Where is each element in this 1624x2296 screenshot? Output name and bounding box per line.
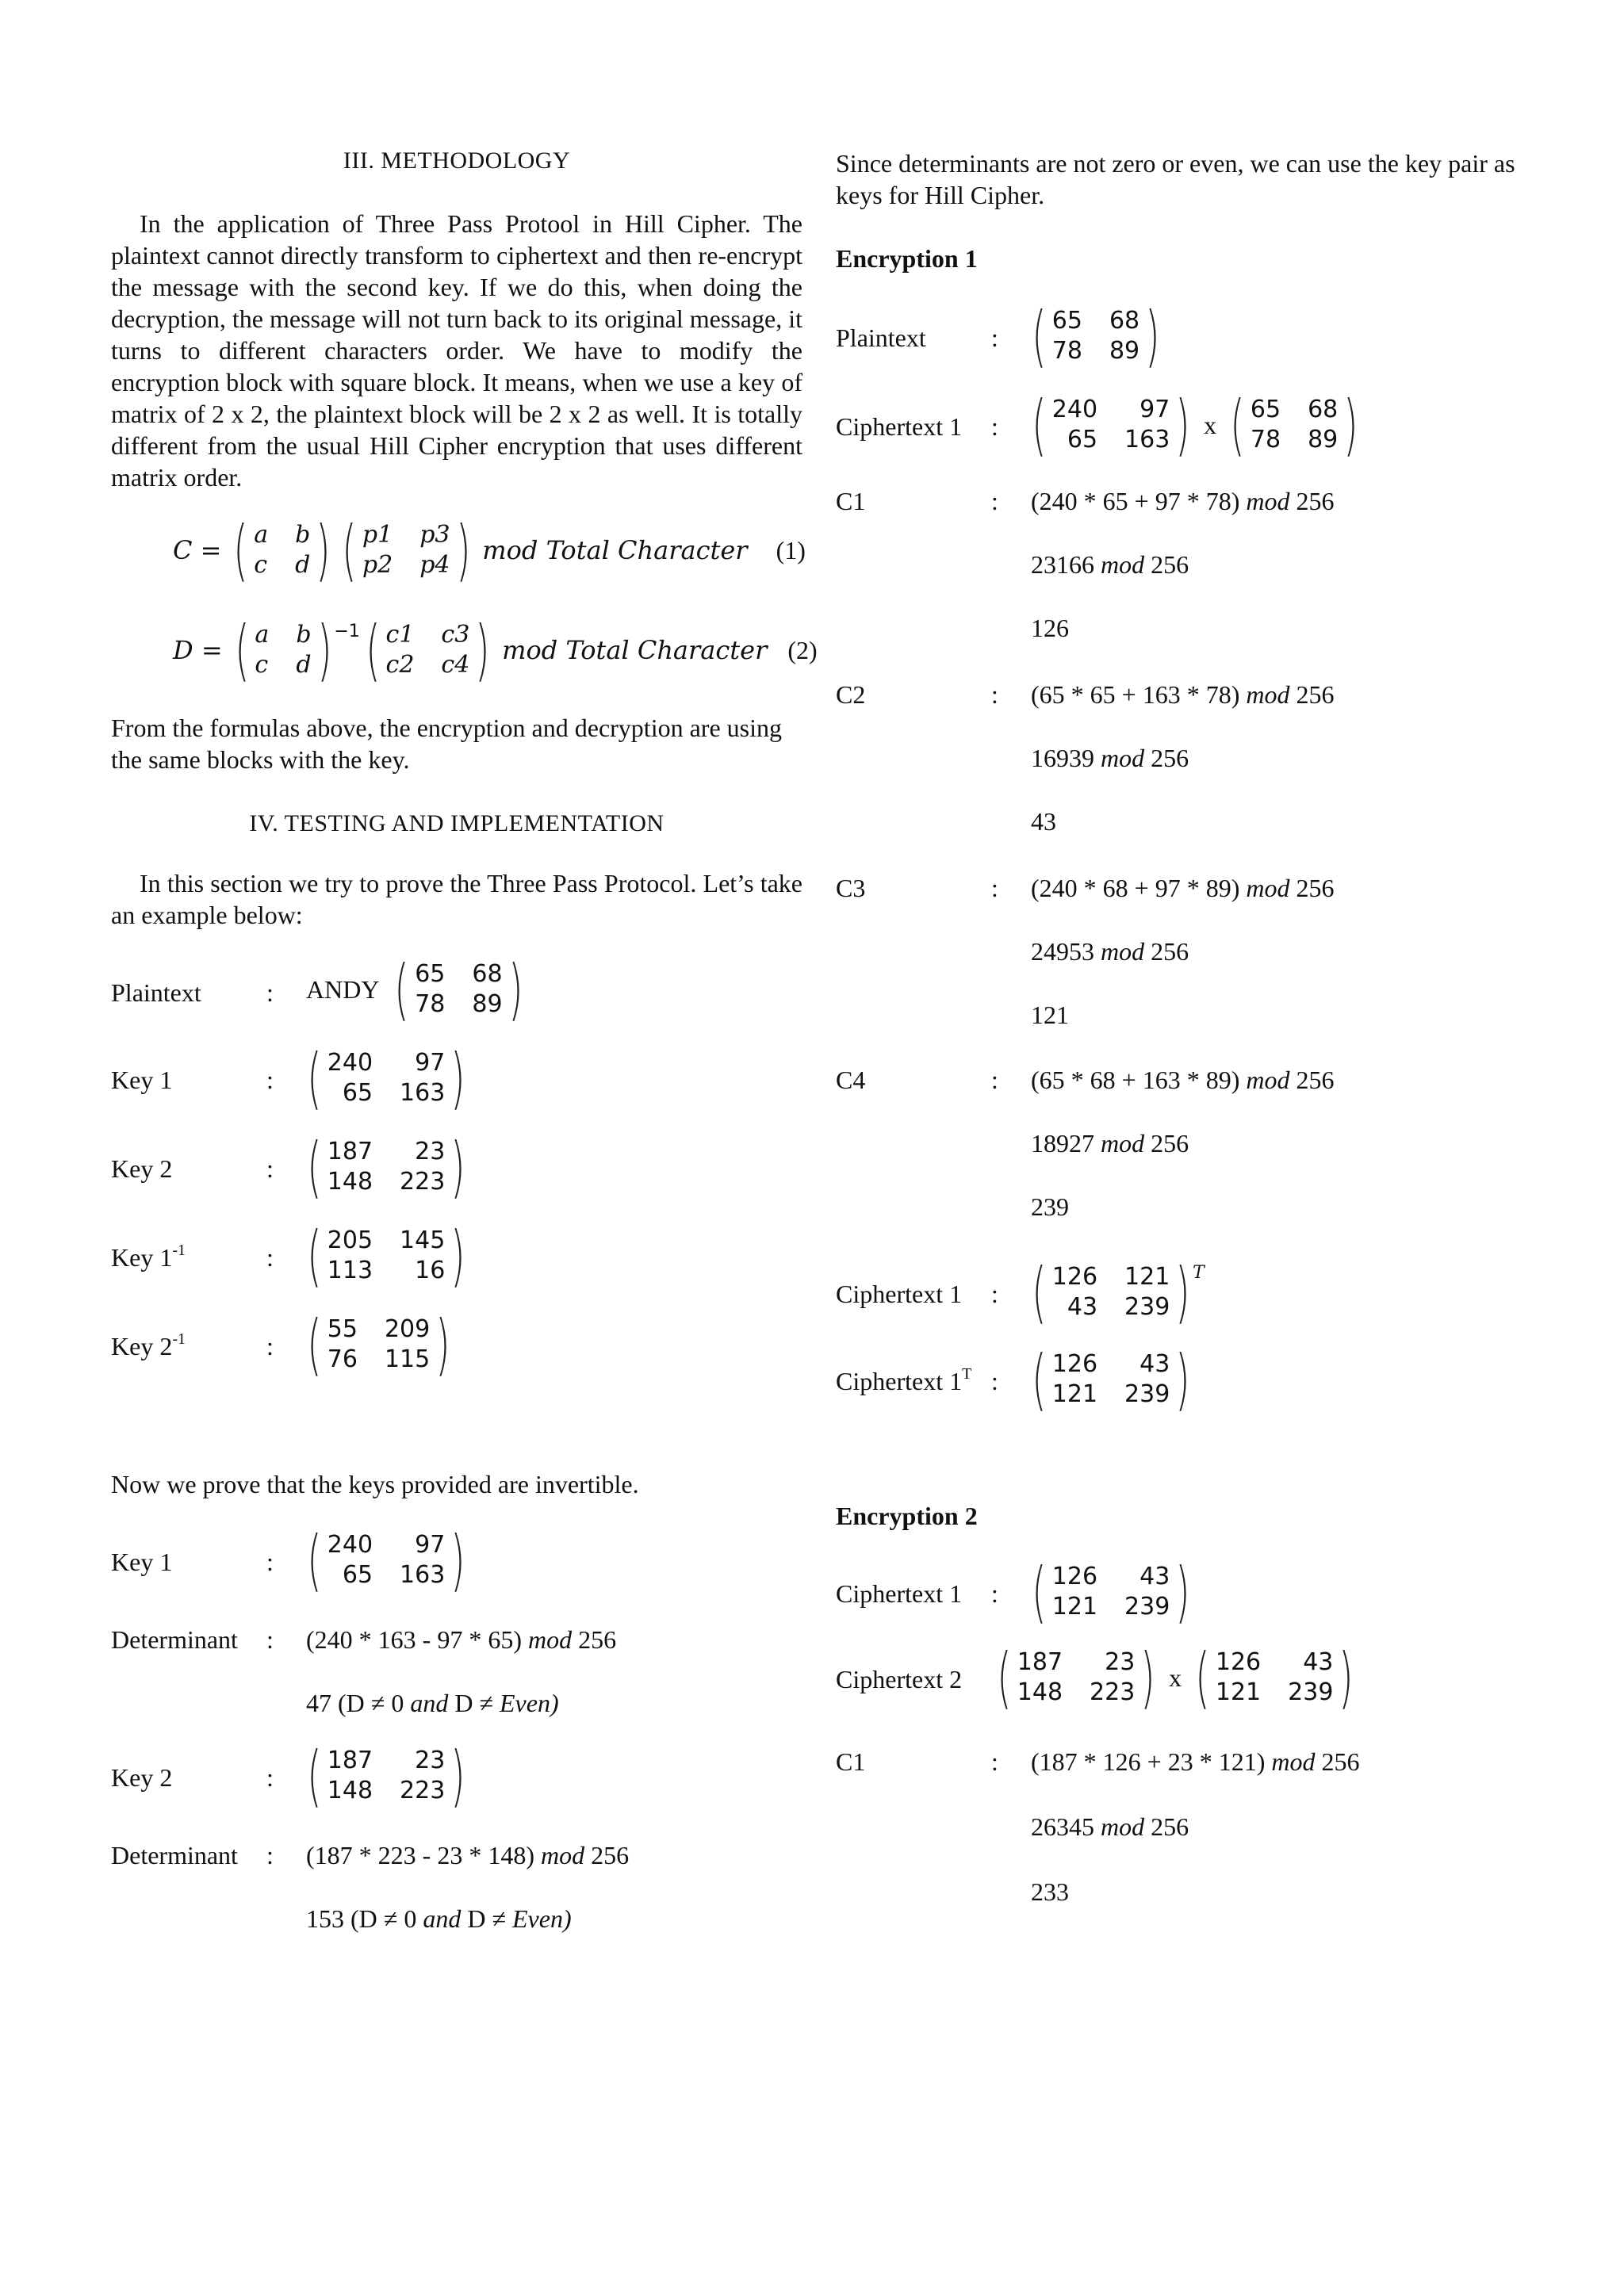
enc1-ciphertext1-product: ( 240 97 65 163 ) x ( 65 68 78 89 ) [1032,386,1358,464]
ciphertext1-result-label: Ciphertext 1 [836,1280,963,1308]
plaintext-value: ANDY ( 65 68 78 89 ) [306,956,528,1023]
enc1-c1-label: C1 [836,487,866,515]
determinant-1-expression: (240 * 163 - 97 * 65) mod 256 [306,1625,617,1654]
after-formulas-text: From the formulas above, the encryption and decryption are using the same blocks with the key. [111,714,782,774]
enc1-c3-label: C3 [836,874,866,902]
enc1-c4-label: C4 [836,1066,866,1094]
determinant-2-result: 153 (D ≠ 0 and D ≠ Even) [306,1904,572,1933]
enc1-plaintext-label: Plaintext [836,323,926,352]
enc1-c3-result: 121 [1031,1001,1069,1029]
key2-inverse-matrix: ( 55 209 76 115 ) [307,1306,450,1383]
encryption-1-heading: Encryption 1 [836,244,978,273]
plaintext-label: Plaintext [111,978,201,1007]
prove-text: Now we prove that the keys provided are invertible. [111,1470,639,1498]
enc1-plaintext-matrix: ( 65 68 78 89 ) [1032,297,1160,375]
since-text: Since determinants are not zero or even, we can use the key pair as keys for Hill Cipher. [836,149,1515,209]
enc1-c3-expression: (240 * 68 + 97 * 89) mod 256 [1031,874,1335,902]
determinant-1-result: 47 (D ≠ 0 and D ≠ Even) [306,1689,559,1717]
encryption-2-heading: Encryption 2 [836,1502,978,1530]
enc2-ciphertext2-product: ( 187 23 148 223 ) x ( 126 43 121 239 ) [997,1639,1354,1716]
key2-label-repeat: Key 2 [111,1763,173,1792]
determinant-2-expression: (187 * 223 - 23 * 148) mod 256 [306,1841,630,1869]
enc1-c2-label: C2 [836,680,866,709]
key-matrix-abcd: ( a b c d ) [233,511,331,589]
intro-paragraph: In the application of Three Pass Protool in Hill Cipher. The plaintext cannot directly transform to ciphertext and then re-encrypt the message with the second key. If we do this, when doing the decryption, the message will not turn back to its original message, it turns to different characters order. We have to modify the encryption block with square block. It means, when we use a key of matrix of 2 x 2, the plaintext block will be 2 x 2 as well. It is totally different from the usual Hill Cipher encryption that uses different matrix order. [111,209,802,492]
key1-matrix: ( 240 97 65 163 ) [307,1039,465,1117]
key2-matrix-repeat: ( 187 23 148 223 ) [307,1737,465,1815]
key1-inverse-matrix: ( 205 145 113 16 ) [307,1217,465,1295]
enc1-ciphertext1-label: Ciphertext 1 [836,412,963,441]
section-4-heading: IV. TESTING AND IMPLEMENTATION [249,810,665,836]
ciphertext-block-matrix: ( c1 c3 c2 c4 ) [366,611,490,689]
enc1-c4-expression: (65 * 68 + 163 * 89) mod 256 [1031,1066,1335,1094]
enc2-ciphertext2-label: Ciphertext 2 [836,1665,963,1693]
enc1-c1-expression: (240 * 65 + 97 * 78) mod 256 [1031,487,1335,515]
enc1-c1-step: 23166 mod 256 [1031,550,1189,579]
key1-matrix-repeat: ( 240 97 65 163 ) [307,1521,465,1599]
enc1-c4-step: 18927 mod 256 [1031,1129,1189,1158]
enc2-c1-label: C1 [836,1747,866,1776]
enc2-ciphertext1-label: Ciphertext 1 [836,1579,963,1608]
enc1-c2-step: 16939 mod 256 [1031,744,1189,772]
ciphertext1-result-matrix: ( 126 121 43 239 ) T [1032,1253,1205,1331]
key2-inverse-label: Key $2^{-1}$ [111,1330,186,1360]
plaintext-block-matrix: ( p1 p3 p2 p4 ) [342,511,470,589]
enc2-ciphertext1-matrix: ( 126 43 121 239 ) [1032,1553,1190,1631]
section-3-heading: III. METHODOLOGY [343,147,571,174]
enc2-c1-expression: (187 * 126 + 23 * 121) mod 256 [1031,1747,1360,1776]
enc1-c3-step: 24953 mod 256 [1031,937,1189,966]
enc1-c4-result: 239 [1031,1192,1069,1221]
enc1-c1-result: 126 [1031,614,1069,642]
enc1-c2-result: 43 [1031,807,1056,836]
enc2-c1-result: 233 [1031,1877,1069,1906]
key1-inverse-label: Key $1^{-1}$ [111,1242,186,1272]
key1-label: Key 1 [111,1066,173,1094]
key2-matrix: ( 187 23 148 223 ) [307,1128,465,1206]
enc2-c1-step: 26345 mod 256 [1031,1812,1189,1841]
equation-1: C = ( a b c d ) ( p1 p3 p2 p4 ) mod Total Character (1) [173,511,806,589]
key1-label-repeat: Key 1 [111,1548,173,1576]
key2-label: Key 2 [111,1154,173,1183]
enc1-c2-expression: (65 * 65 + 163 * 78) mod 256 [1031,680,1335,709]
determinant-2-label: Determinant [111,1841,238,1869]
key-matrix-inverse: ( a b c d ) −1 [235,611,360,689]
ciphertext1-transpose-label: Ciphertext $1^T$ [836,1365,972,1395]
equation-2: D = ( a b c d ) −1 ( c1 c3 c2 c4 ) mod Total Character (2) [173,611,818,689]
plaintext-matrix: ( 65 68 78 89 ) [394,951,523,1028]
section-4-paragraph: In this section we try to prove the Three Pass Protocol. Let’s take an example below: [111,869,802,929]
determinant-1-label: Determinant [111,1625,238,1654]
ciphertext1-transpose-matrix: ( 126 43 121 239 ) [1032,1341,1190,1418]
